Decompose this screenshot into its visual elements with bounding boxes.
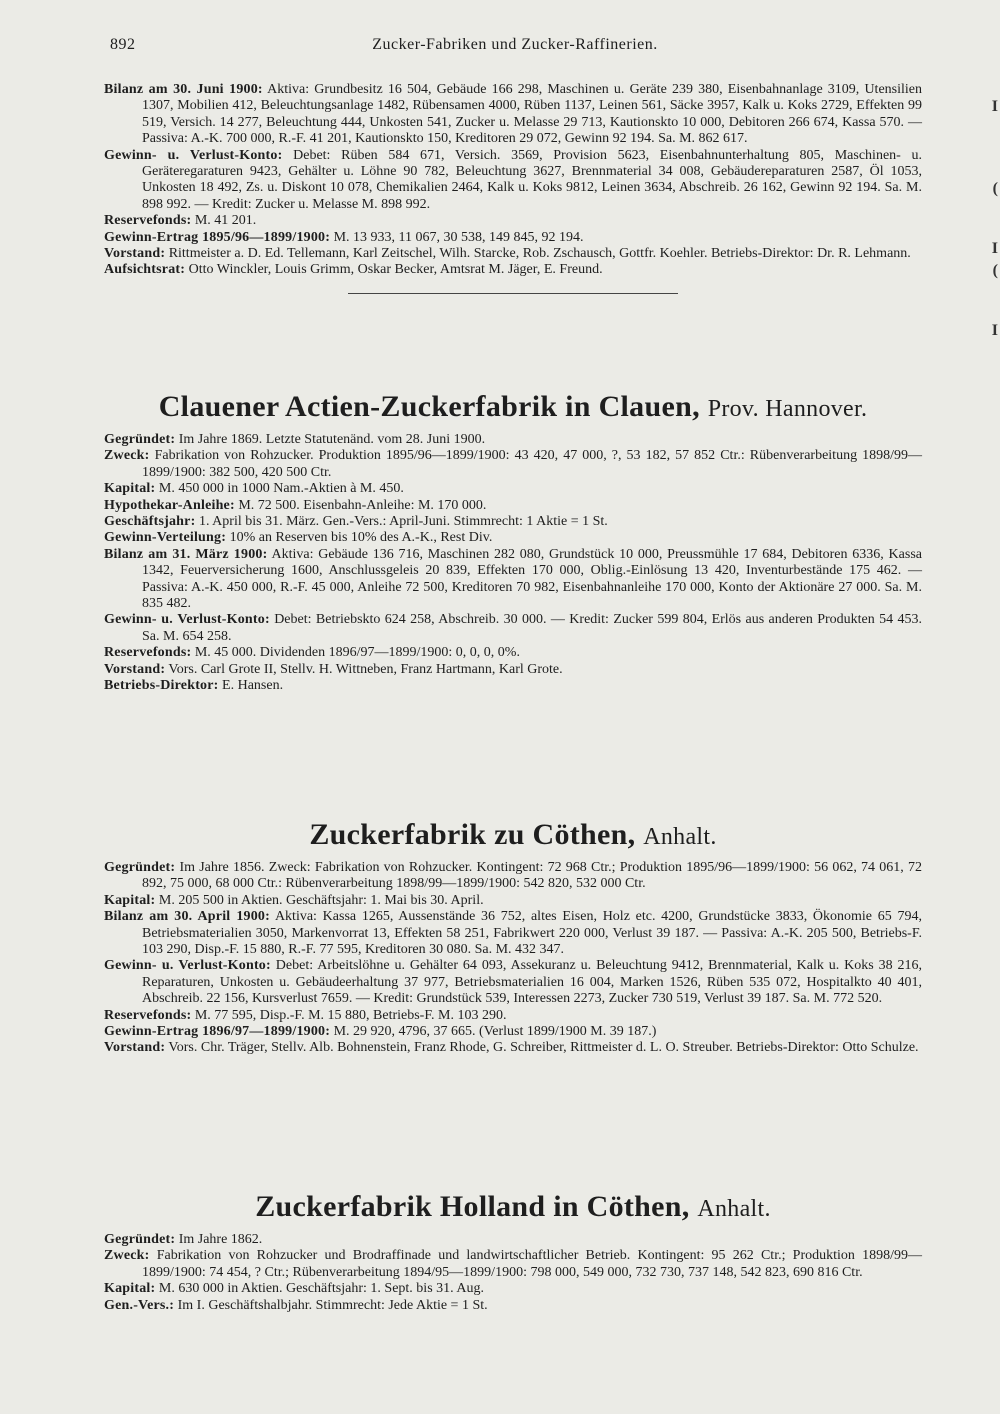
entry-paragraph xyxy=(104,1024,922,1040)
entry-text: Debet: Rüben 584 671, Versich. 3569, Provision 5623, Eisenbahnunterhaltung 805, Maschinen- u. Geräteregaraturen 9423, Gehälter u. Löhne 90 782, Beleuchtung 3627, Brennmaterial 34 008, Gebäudereparaturen 2587, Öl 1053, Unkosten 18 492, Zs. u. Diskont 10 078, Chemikalien 2464, Kalk u. Koks 9812, Leinen 3634, Abschreib. 26 162, Gewinn 92 194. Sa. M. 898 992. — Kredit: Zucker u. Melasse M. 898 992. xyxy=(142,147,922,212)
entry-text: M. 77 595, Disp.-F. M. 15 880, Betriebs-F. M. 103 290. xyxy=(191,1007,507,1023)
entry-label: Bilanz am 30. April 1900: xyxy=(104,909,270,925)
entry-label: Zweck: xyxy=(104,1248,150,1264)
entry-paragraph xyxy=(104,213,922,229)
company-name: Clauener Actien-Zuckerfabrik in Clauen, xyxy=(158,390,700,423)
company-location: Anhalt. xyxy=(643,824,717,850)
page-content xyxy=(104,82,922,1314)
entry-paragraph xyxy=(104,498,922,514)
entry-continuation xyxy=(104,82,922,380)
entry-text: 10% an Reserven bis 10% des A.-K., Rest Div. xyxy=(226,530,493,546)
entry-label: Hypothekar-Anleihe: xyxy=(104,497,235,513)
company-entry-coethen xyxy=(104,818,922,1180)
margin-mark: I xyxy=(991,322,998,339)
entry-label: Gewinn- u. Verlust-Konto: xyxy=(104,612,270,628)
entry-text: M. 41 201. xyxy=(191,213,257,229)
entry-label: Kapital: xyxy=(104,1281,156,1297)
entry-label: Gewinn- u. Verlust-Konto: xyxy=(104,147,283,163)
entry-paragraph xyxy=(104,645,922,661)
page-number: 892 xyxy=(110,36,136,53)
entry-label: Betriebs-Direktor: xyxy=(104,678,219,694)
entry-paragraph xyxy=(104,246,922,262)
entry-paragraph xyxy=(104,612,922,645)
company-name: Zuckerfabrik Holland in Cöthen, xyxy=(255,1190,690,1223)
entry-paragraph xyxy=(104,432,922,448)
entry-text: M. 630 000 in Aktien. Geschäftsjahr: 1. Sept. bis 31. Aug. xyxy=(155,1281,484,1297)
entry-label: Reservefonds: xyxy=(104,645,192,661)
company-heading xyxy=(104,390,922,424)
entry-paragraph xyxy=(104,1232,922,1248)
entry-label: Gen.-Vers.: xyxy=(104,1297,175,1313)
entry-paragraph xyxy=(104,1040,922,1056)
entry-text: Debet: Arbeitslöhne u. Gehälter 64 093, Assekuranz u. Beleuchtung 9412, Brennmaterial, Kalk u. Koks 38 216, Reparaturen, Unkosten u. Gebäudeerhaltung 37 977, Betriebsmaterialien 16 004, Marken 1526, Rüben 535 072, Hospitalkto 40 401, Abschreib. 22 156, Kursverlust 7659. — Kredit: Grundstück 539, Interessen 2273, Zucker 730 519, Verlust 39 187. Sa. M. 772 520. xyxy=(142,958,922,1007)
entry-text: Otto Winckler, Louis Grimm, Oskar Becker, Amtsrat M. Jäger, E. Freund. xyxy=(185,262,603,278)
entry-label: Vorstand: xyxy=(104,1040,166,1056)
entry-paragraph xyxy=(104,148,922,214)
entry-text: Im Jahre 1869. Letzte Statutenänd. vom 28. Juni 1900. xyxy=(175,432,486,447)
entry-paragraph xyxy=(104,262,922,278)
company-name: Zuckerfabrik zu Cöthen, xyxy=(309,818,636,851)
entry-paragraph xyxy=(104,547,922,613)
entry-paragraph xyxy=(104,860,922,893)
entry-text: 1. April bis 31. März. Gen.-Vers.: April-Juni. Stimmrecht: 1 Aktie = 1 St. xyxy=(195,514,608,530)
entry-text: Vors. Carl Grote II, Stellv. H. Wittneben, Franz Hartmann, Karl Grote. xyxy=(165,661,563,677)
entry-text: Im I. Geschäftshalbjahr. Stimmrecht: Jede Aktie = 1 St. xyxy=(174,1297,488,1313)
entry-text: M. 29 920, 4796, 37 665. (Verlust 1899/1900 M. 39 187.) xyxy=(330,1024,657,1040)
entry-paragraph xyxy=(104,448,922,481)
entry-label: Gewinn-Verteilung: xyxy=(104,530,227,546)
entry-text: Fabrikation von Rohzucker und Brodraffinade und landwirtschaftlicher Betrieb. Kontingent: 95 262 Ctr.; Produktion 1898/99—1899/1900: 74 454, ? Ctr.; Rübenverarbeitung 1894/95—1899/1900: 798 000, 549 000, 732 730, 737 148, 542 823, 690 816 Ctr. xyxy=(142,1248,922,1280)
entry-paragraph xyxy=(104,1008,922,1024)
entry-text: E. Hansen. xyxy=(218,678,284,694)
entry-text: M. 13 933, 11 067, 30 538, 149 845, 92 194. xyxy=(330,229,584,245)
entry-paragraph xyxy=(104,1298,922,1314)
entry-text: Fabrikation von Rohzucker. Produktion 1895/96—1899/1900: 43 420, 47 000, ?, 53 182, 57 852 Ctr.: Rübenverarbeitung 1898/99—1899/1900: 382 500, 420 500 Ctr. xyxy=(142,448,922,480)
entry-text: Im Jahre 1856. Zweck: Fabrikation von Rohzucker. Kontingent: 72 968 Ctr.; Produktion 1895/96—1899/1900: 56 062, 74 061, 72 892, 75 000, 68 000 Ctr.: Rübenverarbeitung 1898/99—1899/1900: 542 820, 532 000 Ctr. xyxy=(142,860,922,892)
entry-label: Kapital: xyxy=(104,892,156,908)
company-heading xyxy=(104,1190,922,1224)
entry-label: Bilanz am 30. Juni 1900: xyxy=(104,82,263,97)
entry-paragraph xyxy=(104,514,922,530)
entry-paragraph xyxy=(104,909,922,958)
company-entry-holland xyxy=(104,1190,922,1314)
entry-text: Vors. Chr. Träger, Stellv. Alb. Bohnenstein, Franz Rhode, G. Schreiber, Rittmeister d. L. O. Streuber. Betriebs-Direktor: Otto Schulze. xyxy=(165,1040,919,1056)
entry-text: M. 450 000 in 1000 Nam.-Aktien à M. 450. xyxy=(155,481,404,497)
entry-text: Aktiva: Grundbesitz 16 504, Gebäude 166 298, Maschinen u. Geräte 239 380, Eisenbahnanlage 3109, Utensilien 1307, Mobilien 412, Beleuchtungsanlage 1482, Rübensamen 4000, Rüben 1137, Leinen 561, Säcke 3957, Kalk u. Koks 2729, Effekten 99 519, Versich. 14 277, Beleuchtung 444, Unkosten 541, Zucker u. Melasse 29 713, Kautionskto 10 000, Debitoren 266 674, Kassa 570. — Passiva: A.-K. 700 000, R.-F. 41 201, Kautionskto 150, Kreditoren 29 072, Gewinn 92 194. Sa. M. 862 617. xyxy=(142,82,922,147)
entry-paragraph xyxy=(104,1281,922,1297)
entry-label: Geschäftsjahr: xyxy=(104,514,196,530)
entry-paragraph xyxy=(104,678,922,694)
entry-label: Gegründet: xyxy=(104,860,176,875)
page-header xyxy=(110,36,920,60)
entry-text: Aktiva: Gebäude 136 716, Maschinen 282 080, Grundstück 10 000, Preussmühle 17 684, Debitoren 6336, Kassa 1342, Feuerversicherung 1600, Anschlussgeleis 20 839, Effekten 170 000, Oblig.-Einlösung 13 420, Inventurbestände 175 462. — Passiva: A.-K. 450 000, R.-F. 45 000, Anleihe 72 500, Kreditoren 70 982, Eisenbahnanleihe 170 000, Konto der Aktionäre 27 000. Sa. M. 835 482. xyxy=(142,546,922,612)
margin-mark: I xyxy=(991,240,998,257)
entry-label: Gewinn-Ertrag 1895/96—1899/1900: xyxy=(104,229,331,245)
margin-mark: ( xyxy=(992,180,998,197)
entry-paragraph xyxy=(104,82,922,148)
company-location: Prov. Hannover. xyxy=(707,396,868,422)
entry-paragraph xyxy=(104,230,922,246)
entry-paragraph xyxy=(104,662,922,678)
company-heading xyxy=(104,818,922,852)
entry-paragraph xyxy=(104,530,922,546)
entry-label: Reservefonds: xyxy=(104,1007,192,1023)
entry-paragraph xyxy=(104,893,922,909)
entry-label: Aufsichtsrat: xyxy=(104,262,186,278)
entry-label: Bilanz am 31. März 1900: xyxy=(104,546,268,562)
company-entry-clauen xyxy=(104,390,922,808)
entry-text: Rittmeister a. D. Ed. Tellemann, Karl Zeitschel, Wilh. Starcke, Rob. Zschausch, Gottfr. Koehler. Betriebs-Direktor: Dr. R. Lehmann. xyxy=(165,246,911,262)
entry-text: Debet: Betriebskto 624 258, Abschreib. 30 000. — Kredit: Zucker 599 804, Erlös aus anderen Produkten 54 453. Sa. M. 654 258. xyxy=(142,612,923,644)
entry-paragraph xyxy=(104,481,922,497)
entry-label: Vorstand: xyxy=(104,661,166,677)
entry-text: Aktiva: Kassa 1265, Aussenstände 36 752, altes Eisen, Holz etc. 4200, Grundstücke 3833, Ökonomie 65 794, Betriebsmaterialien 3050, Markenvorrat 13, Effekten 58 251, Fabrikwert 220 000, Verlust 39 187. — Passiva: A.-K. 205 500, Betriebs-F. 103 290, Disp.-F. 15 880, R.-F. 77 595, Kreditoren 30 080. Sa. M. 432 347. xyxy=(142,909,922,958)
margin-mark: I xyxy=(991,98,998,115)
entry-label: Gegründet: xyxy=(104,432,176,447)
entry-label: Reservefonds: xyxy=(104,213,192,229)
entry-label: Kapital: xyxy=(104,481,156,497)
entry-label: Vorstand: xyxy=(104,246,166,262)
running-title: Zucker-Fabriken und Zucker-Raffinerien. xyxy=(372,36,658,53)
entry-text: M. 205 500 in Aktien. Geschäftsjahr: 1. Mai bis 30. April. xyxy=(155,892,484,908)
entry-text: Im Jahre 1862. xyxy=(175,1232,263,1247)
entry-label: Gegründet: xyxy=(104,1232,176,1247)
company-location: Anhalt. xyxy=(697,1196,771,1222)
entry-text: M. 72 500. Eisenbahn-Anleihe: M. 170 000. xyxy=(234,497,487,513)
section-divider xyxy=(348,293,678,294)
entry-paragraph xyxy=(104,1248,922,1281)
entry-label: Gewinn- u. Verlust-Konto: xyxy=(104,958,271,974)
entry-text: M. 45 000. Dividenden 1896/97—1899/1900: 0, 0, 0, 0%. xyxy=(191,645,520,661)
margin-mark: ( xyxy=(992,262,998,279)
entry-paragraph xyxy=(104,958,922,1007)
entry-label: Zweck: xyxy=(104,448,150,464)
entry-label: Gewinn-Ertrag 1896/97—1899/1900: xyxy=(104,1024,331,1040)
